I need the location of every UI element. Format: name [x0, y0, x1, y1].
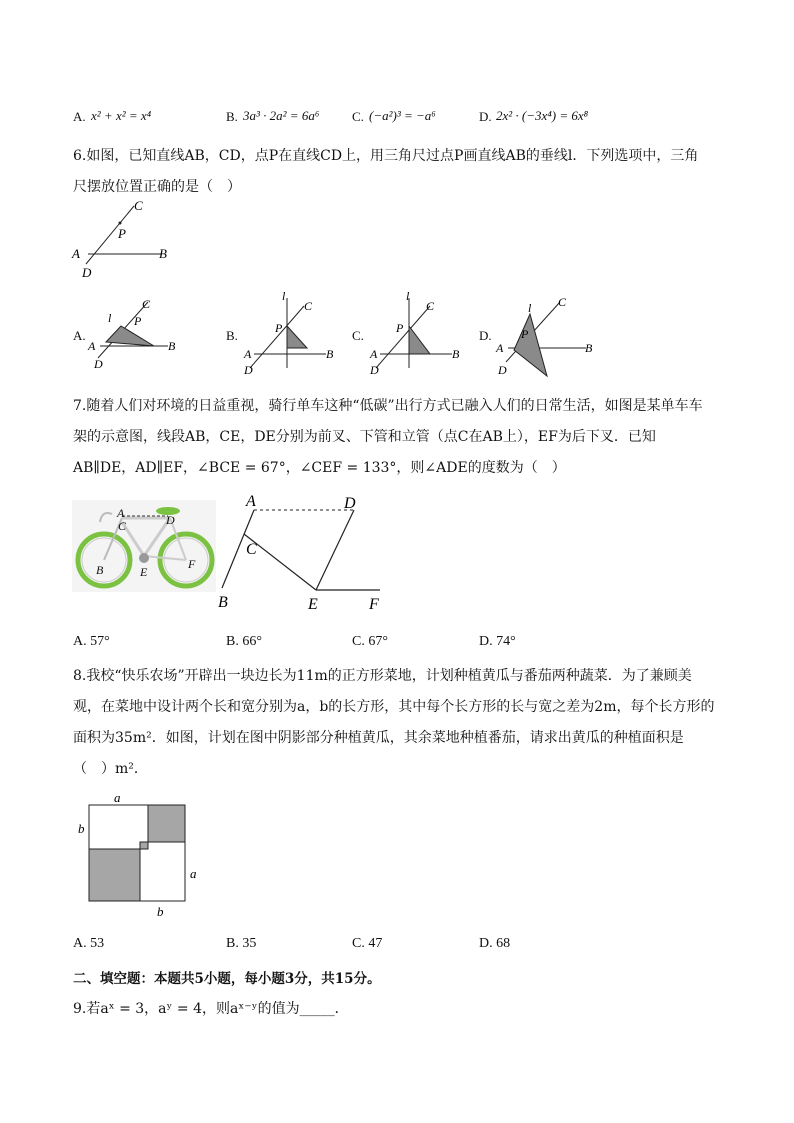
q5-option-c-label: C. — [352, 109, 364, 124]
svg-text:b: b — [157, 904, 164, 919]
svg-text:D: D — [498, 363, 507, 377]
q8-stem-line2: 观，在菜地中设计两个长和宽分别为a，b的长方形，其中每个长方形的长与宽之差为2m，每个长方形的 — [73, 699, 715, 715]
label-b: B — [159, 246, 167, 261]
q6-option-d: D. — [479, 328, 492, 343]
svg-text:a: a — [190, 866, 197, 881]
q5-option-a-expr: x² + x² = x⁴ — [91, 108, 152, 123]
q7-stem-line1: 7.随着人们对环境的日益重视，骑行单车这种“低碳”出行方式已融入人们的日常生活，如图是某单车车 — [73, 398, 703, 414]
q8-stem-line3: 面积为35m²．如图，计划在图中阴影部分种植黄瓜，其余菜地种植番茄，请求出黄瓜的种植面积是 — [73, 730, 684, 746]
q6-option-b: B. — [226, 328, 238, 343]
q8-stem-line1: 8.我校“快乐农场”开辟出一块边长为11m的正方形菜地，计划种植黄瓜与番茄两种蔬菜．为了兼顾美 — [73, 668, 692, 684]
svg-text:l: l — [528, 301, 532, 315]
q7-option-c: C. 67° — [352, 634, 388, 649]
q6-option-a-figure — [86, 294, 186, 374]
q6-option-c: C. — [352, 328, 364, 343]
svg-text:D: D — [244, 363, 253, 376]
svg-text:E: E — [308, 596, 318, 613]
q5-option-c-expr: (−a²)³ = −a⁶ — [369, 108, 436, 123]
svg-text:F: F — [369, 596, 379, 613]
svg-text:A: A — [244, 347, 252, 361]
q6-main-figure — [70, 196, 180, 282]
q6-option-c-figure — [366, 288, 466, 376]
svg-text:D: D — [94, 357, 103, 371]
svg-text:A: A — [370, 347, 378, 361]
svg-text:F: F — [188, 557, 196, 571]
q7-stem-line3: AB∥DE，AD∥EF，∠BCE = 67°，∠CEF = 133°，则∠ADE的度数为（ ） — [73, 460, 566, 476]
q7-stem-line2: 架的示意图，线段AB，CE，DE分别为前叉、下管和立管（点C在AB上），EF为后下叉．已知 — [73, 429, 656, 445]
svg-text:B: B — [452, 347, 460, 361]
label-p: P — [118, 226, 126, 241]
svg-text:C: C — [142, 297, 151, 311]
svg-text:C: C — [246, 541, 257, 558]
svg-text:P: P — [275, 321, 283, 335]
svg-text:l: l — [282, 289, 286, 303]
q6-stem-line1: 6.如图，已知直线AB，CD，点P在直线CD上，用三角尺过点P画直线AB的垂线l．下列选项中，三角 — [73, 148, 699, 164]
q7-frame-diagram — [214, 490, 388, 614]
label-d: D — [82, 265, 92, 280]
svg-text:A: A — [117, 506, 125, 520]
svg-text:A: A — [88, 339, 96, 353]
q5-option-d-expr: 2x² · (−3x⁴) = 6x⁸ — [496, 108, 589, 123]
svg-text:C: C — [304, 299, 313, 313]
svg-text:C: C — [558, 295, 567, 309]
q6-option-d-figure — [492, 290, 602, 378]
q8-option-b: B. 35 — [226, 936, 257, 951]
svg-text:C: C — [118, 519, 127, 533]
q5-option-b-expr: 3a³ · 2a² = 6a⁶ — [243, 108, 320, 123]
q8-stem-line4: （ ）m²． — [73, 761, 148, 777]
svg-text:B: B — [585, 341, 593, 355]
svg-text:D: D — [166, 513, 175, 527]
q7-option-d: D. 74° — [479, 634, 516, 649]
svg-text:B: B — [96, 563, 104, 577]
svg-text:C: C — [426, 299, 435, 313]
svg-text:l: l — [406, 289, 410, 303]
svg-text:l: l — [108, 311, 112, 325]
q8-square-figure — [72, 790, 212, 922]
q9-stem: 9.若aˣ = 3，aʸ = 4，则aˣ⁻ʸ的值为_____． — [73, 1001, 349, 1017]
section-heading-fill-in: 二、填空题：本题共5小题，每小题3分，共15分。 — [73, 971, 381, 987]
q8-option-d: D. 68 — [479, 936, 511, 951]
bicycle-photo — [72, 500, 216, 592]
svg-text:B: B — [168, 339, 176, 353]
svg-text:b: b — [78, 821, 85, 836]
q5-option-a-label: A. — [73, 109, 86, 124]
q6-option-a: A. — [73, 328, 86, 343]
q5-option-b-label: B. — [226, 109, 238, 124]
label-a: A — [72, 246, 80, 261]
svg-text:E: E — [140, 565, 148, 579]
q8-option-c: C. 47 — [352, 936, 383, 951]
svg-text:A: A — [246, 493, 256, 510]
svg-text:A: A — [496, 341, 504, 355]
svg-text:a: a — [114, 790, 121, 805]
svg-text:D: D — [370, 363, 379, 376]
q8-option-a: A. 53 — [73, 936, 105, 951]
q7-option-a: A. 57° — [73, 634, 110, 649]
svg-text:D: D — [344, 495, 356, 512]
q7-option-b: B. 66° — [226, 634, 262, 649]
q6-stem-line2: 尺摆放位置正确的是（ ） — [73, 179, 241, 195]
svg-text:P: P — [396, 321, 404, 335]
svg-text:B: B — [218, 594, 228, 611]
svg-text:B: B — [326, 347, 334, 361]
svg-text:P: P — [134, 314, 142, 328]
q6-option-b-figure — [240, 288, 340, 376]
q5-option-d-label: D. — [479, 109, 492, 124]
svg-text:P: P — [521, 327, 529, 341]
label-c: C — [134, 198, 143, 213]
